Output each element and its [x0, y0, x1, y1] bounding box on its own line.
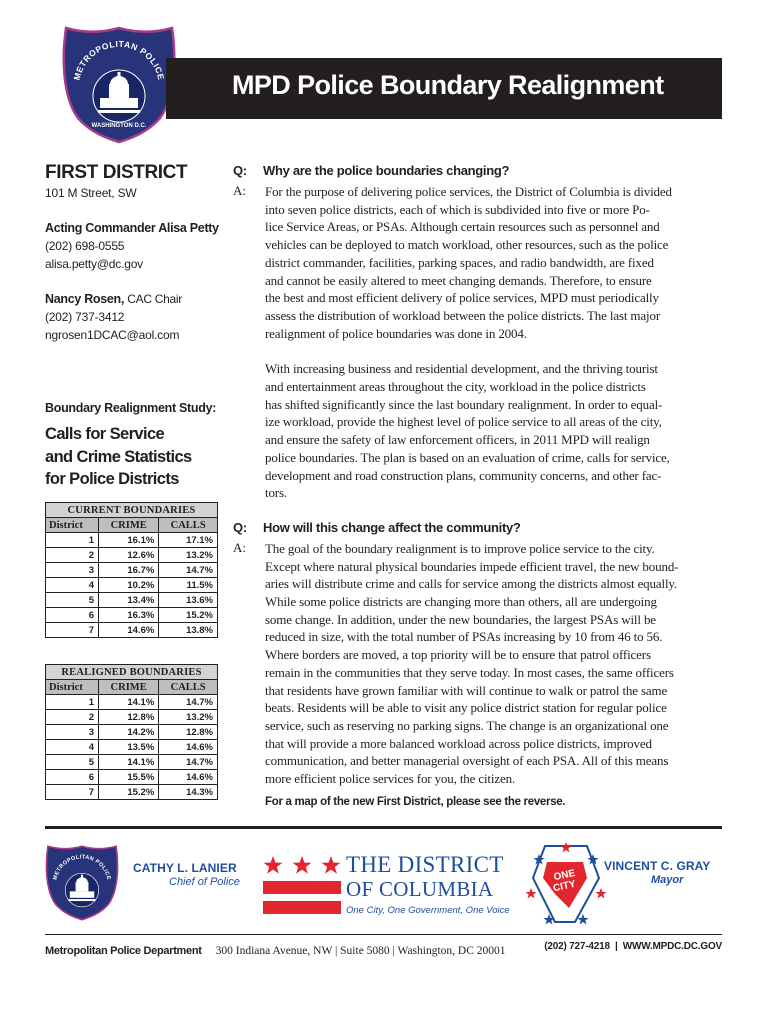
one-city-text: ONE — [552, 867, 577, 884]
chief-name: CATHY L. LANIER — [133, 861, 237, 875]
text-line: police boundaries. The plan is based on an evaluation of crime, calls for service, — [265, 449, 670, 465]
commander-name: Acting Commander Alisa Petty — [45, 221, 219, 235]
question-label: Q: — [233, 519, 247, 535]
table-cell-crime: 16.1% — [99, 533, 159, 548]
badge-top-text: METROPOLITAN POLICE — [52, 854, 112, 881]
table-cell-crime: 15.5% — [99, 770, 159, 785]
text-line: some change. In addition, under the new boundaries, the largest PSAs will be — [265, 611, 656, 627]
table-cell-crime: 15.2% — [99, 785, 159, 800]
table-title: REALIGNED BOUNDARIES — [46, 665, 218, 680]
text-line: realignment of police boundaries was done in 2004. — [265, 325, 527, 341]
one-city-logo-icon — [525, 838, 607, 926]
table-cell-district: 2 — [46, 710, 99, 725]
text-line: into seven police districts, each of which is subdivided into five or more Po- — [265, 201, 650, 217]
question-1 — [233, 163, 723, 183]
column-header-district: District — [46, 680, 99, 695]
table-cell-calls: 17.1% — [159, 533, 218, 548]
column-header-calls: CALLS — [159, 680, 218, 695]
question-label: Q: — [233, 163, 247, 178]
table-title: CURRENT BOUNDARIES — [46, 503, 218, 518]
study-title-line: for Police Districts — [45, 470, 179, 488]
table-cell-district: 7 — [46, 623, 99, 638]
chair-name: Nancy Rosen, — [45, 292, 125, 306]
badge-bottom-text: WASHINGTON D.C. — [91, 123, 147, 129]
faq-section — [233, 163, 723, 808]
table-row — [46, 755, 218, 770]
answer-paragraph — [265, 360, 723, 502]
question-text: Why are the police boundaries changing? — [263, 163, 510, 178]
table-cell-calls: 13.2% — [159, 548, 218, 563]
answer-1 — [233, 183, 723, 502]
map-note: For a map of the new First District, please see the reverse. — [265, 795, 566, 808]
column-header-crime: CRIME — [99, 680, 159, 695]
table-cell-crime: 14.6% — [99, 623, 159, 638]
table-cell-district: 1 — [46, 533, 99, 548]
text-line: and entertainment areas throughout the city, workload in the police districts — [265, 379, 646, 395]
chair-email[interactable]: ngrosen1DCAC@aol.com — [45, 328, 180, 342]
text-line: aries will distribute crime and calls for service among the districts almost equally. — [265, 576, 678, 592]
text-line: vehicles can be deployed to match workload, other resources, such as the police — [265, 237, 669, 253]
text-line: that residents have grown familiar with will continue to walk or patrol the same — [265, 682, 668, 698]
text-line: assess the distribution of workload between the police districts. The last major — [265, 307, 661, 323]
text-line: remain in the communities that they serve today. In most cases, the same officers — [265, 664, 674, 680]
table-cell-district: 3 — [46, 725, 99, 740]
dc-name: THE DISTRICT — [346, 852, 504, 877]
text-line: Except where natural physical boundaries impede efficient travel, the new bound- — [265, 558, 679, 574]
footer-contact-line — [45, 941, 722, 957]
table-cell-calls: 13.8% — [159, 623, 218, 638]
text-line: tors. — [265, 485, 288, 501]
table-cell-calls: 13.6% — [159, 593, 218, 608]
table-cell-district: 4 — [46, 578, 99, 593]
table-row — [46, 548, 218, 563]
text-line: the best and most efficient delivery of police services, MPD must periodically — [265, 290, 659, 306]
column-header-crime: CRIME — [99, 518, 159, 533]
answer-label: A: — [233, 539, 246, 555]
study-title-line: and Crime Statistics — [45, 447, 192, 466]
study-title — [45, 423, 235, 491]
district-address: 101 M Street, SW — [45, 186, 137, 200]
text-line: For the purpose of delivering police services, the District of Columbia is divided — [265, 184, 672, 199]
one-city-text: CITY — [552, 878, 577, 895]
table-cell-calls: 11.5% — [159, 578, 218, 593]
district-name: FIRST DISTRICT — [45, 162, 188, 183]
commander-phone: (202) 698-0555 — [45, 239, 125, 253]
text-line: and ensure the safety of law enforcement officers, in 2011 MPD will realign — [265, 432, 650, 448]
table-row — [46, 725, 218, 740]
table-cell-district: 1 — [46, 695, 99, 710]
department-address: 300 Indiana Avenue, NW | Suite 5080 | Washington, DC 20001 — [215, 945, 506, 957]
answer-label: A: — [233, 183, 246, 198]
text-line: reduced in size, with the total number of PSAs increasing by 10 from 46 to 56. — [265, 629, 663, 645]
table-cell-crime: 14.2% — [99, 725, 159, 740]
table-cell-calls: 14.6% — [159, 740, 218, 755]
table-cell-crime: 14.1% — [99, 695, 159, 710]
study-title-line: Calls for Service — [45, 425, 165, 443]
footer-divider — [45, 934, 722, 935]
text-line: has shifted significantly since the last boundary realignment. In order to equal- — [265, 396, 663, 412]
table-cell-calls: 14.3% — [159, 785, 218, 800]
badge-top-text: METROPOLITAN POLICE — [71, 38, 167, 82]
footer-separator: | — [615, 941, 618, 952]
table-row — [46, 695, 218, 710]
district-contacts — [45, 160, 225, 344]
text-line: The goal of the boundary realignment is to improve police service to the city. — [265, 540, 655, 556]
study-label: Boundary Realignment Study: — [45, 401, 217, 415]
text-line: ize workload, provide the highest level of police service to all areas of the city, — [265, 414, 662, 430]
table-row — [46, 770, 218, 785]
table-cell-crime: 10.2% — [99, 578, 159, 593]
table-cell-calls: 14.6% — [159, 770, 218, 785]
question-text: How will this change affect the community? — [263, 519, 521, 535]
realigned-boundaries-table — [45, 664, 218, 800]
text-line: more efficient police services for you, the citizen. — [265, 771, 516, 787]
table-cell-calls: 14.7% — [159, 563, 218, 578]
dc-name: OF COLUMBIA — [346, 877, 494, 901]
table-cell-calls: 12.8% — [159, 725, 218, 740]
table-row — [46, 623, 218, 638]
text-line: service, such as reserving no parking signs. The change is an organizational one — [265, 717, 669, 733]
dc-tagline: One City, One Government, One Voice — [346, 905, 510, 916]
chair-phone: (202) 737-3412 — [45, 310, 125, 324]
footer-divider — [45, 826, 722, 829]
answer-paragraph — [265, 540, 723, 788]
answer-2 — [233, 540, 723, 788]
department-website[interactable]: WWW.MPDC.DC.GOV — [622, 941, 722, 952]
mayor-name: VINCENT C. GRAY — [604, 859, 711, 873]
text-line: lice Service Areas, or PSAs. Although certain resources such as personnel and — [265, 219, 660, 235]
table-cell-district: 2 — [46, 548, 99, 563]
table-cell-crime: 16.7% — [99, 563, 159, 578]
text-line: With increasing business and residential development, and the thriving tourist — [265, 361, 658, 377]
table-cell-crime: 13.5% — [99, 740, 159, 755]
title-bar — [166, 58, 722, 119]
page-title: MPD Police Boundary Realignment — [232, 70, 664, 100]
table-row — [46, 608, 218, 623]
text-line: district commander, facilities, parking spaces, and radio bandwidth, are fixed — [265, 254, 654, 270]
table-cell-crime: 16.3% — [99, 608, 159, 623]
text-line: that will provide a more balanced workload across police districts, improved — [265, 735, 652, 751]
table-cell-district: 5 — [46, 755, 99, 770]
answer-paragraph — [265, 183, 723, 342]
table-cell-crime: 12.8% — [99, 710, 159, 725]
current-boundaries-table — [45, 502, 218, 638]
text-line: communication, and better managerial oversight of each PSA. All of this means — [265, 753, 669, 769]
table-cell-crime: 14.1% — [99, 755, 159, 770]
metropolitan-police-badge-icon — [44, 845, 120, 921]
table-cell-district: 5 — [46, 593, 99, 608]
table-row — [46, 563, 218, 578]
department-name: Metropolitan Police Department — [45, 945, 202, 957]
table-row — [46, 785, 218, 800]
commander-email[interactable]: alisa.petty@dc.gov — [45, 257, 143, 271]
department-phone: (202) 727-4218 — [544, 941, 610, 952]
table-cell-district: 6 — [46, 770, 99, 785]
table-cell-district: 3 — [46, 563, 99, 578]
table-cell-district: 4 — [46, 740, 99, 755]
table-cell-district: 7 — [46, 785, 99, 800]
column-header-district: District — [46, 518, 99, 533]
table-cell-crime: 12.6% — [99, 548, 159, 563]
table-cell-calls: 13.2% — [159, 710, 218, 725]
table-row — [46, 710, 218, 725]
table-cell-calls: 15.2% — [159, 608, 218, 623]
table-cell-calls: 14.7% — [159, 695, 218, 710]
table-cell-district: 6 — [46, 608, 99, 623]
text-line: development and road construction plans, community concerns, and other fac- — [265, 467, 662, 483]
table-row — [46, 578, 218, 593]
text-line: and cannot be easily altered to meet changing demands. Therefore, to ensure — [265, 272, 652, 288]
chief-title: Chief of Police — [169, 876, 240, 888]
dc-flag-icon — [263, 854, 341, 916]
text-line: Where borders are moved, a top priority will be to ensure that patrol officers — [265, 647, 651, 663]
metropolitan-police-badge-icon — [60, 26, 178, 144]
column-header-calls: CALLS — [159, 518, 218, 533]
table-row — [46, 533, 218, 548]
text-line: While some police districts are changing more than others, all are undergoing — [265, 594, 657, 610]
table-cell-calls: 14.7% — [159, 755, 218, 770]
mayor-title: Mayor — [651, 874, 684, 886]
chair-role: CAC Chair — [127, 292, 182, 306]
table-row — [46, 593, 218, 608]
text-line: beats. Residents will be able to visit any police district station for regular police — [265, 700, 667, 716]
table-cell-crime: 13.4% — [99, 593, 159, 608]
table-row — [46, 740, 218, 755]
question-2 — [233, 520, 723, 540]
